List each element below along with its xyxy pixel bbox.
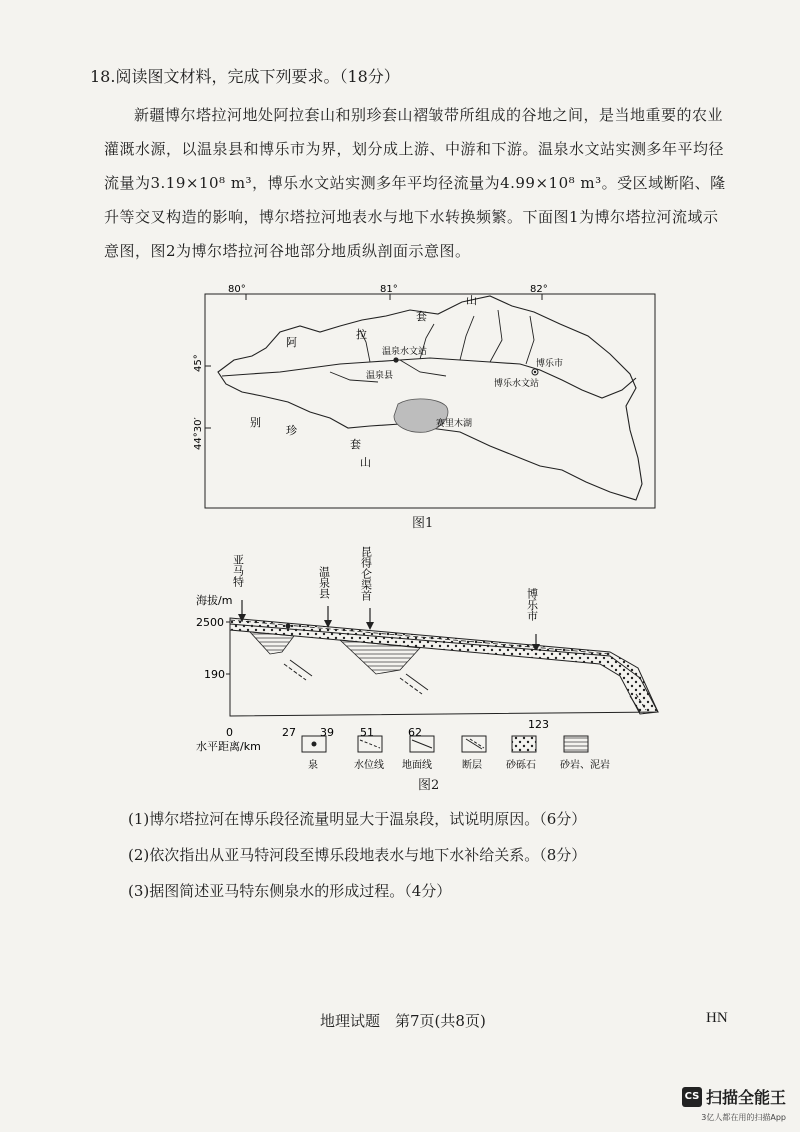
lon-82: 82° — [530, 284, 548, 295]
legend-spring: 泉 — [308, 760, 318, 771]
place-yamate: 亚马特 — [231, 554, 245, 587]
x-tick-51: 51 — [360, 726, 374, 739]
legend-ground-line: 地面线 — [402, 760, 432, 771]
y-tick-2500: 2500 — [196, 616, 224, 629]
question-title: 18.阅读图文材料，完成下列要求。（18分） — [90, 67, 400, 86]
place-bole: 博乐市 — [525, 588, 539, 621]
page-footer: 地理试题 第7页(共8页) — [320, 1012, 486, 1030]
legend-sandstone: 砂岩、泥岩 — [560, 760, 610, 771]
x-tick-27: 27 — [282, 726, 296, 739]
x-axis-label: 水平距离/km — [196, 740, 261, 753]
sub-question-3: (3)据图简述亚马特东侧泉水的形成过程。（4分） — [128, 882, 452, 900]
figure2-caption: 图2 — [418, 778, 440, 793]
lon-80: 80° — [228, 284, 246, 295]
scanner-watermark — [682, 1085, 786, 1123]
figure1-map — [190, 280, 660, 540]
x-tick-0: 0 — [226, 726, 233, 739]
paragraph-text: 新疆博尔塔拉河地处阿拉套山和别珍套山褶皱带所组成的谷地之间，是当地重要的农业灌溉水源，以温泉县和博乐市为界，划分成上游、中游和下游。温泉水文站实测多年平均径流量为3.19×10⁸ m³，博乐水文站实测多年平均径流量为4.99×10⁸ m³。受区域断陷、隆升等交叉构造的影响，博尔塔拉河地表水与地下水转换频繁。下面图1为博尔塔拉河流域示意图，图2为博尔塔拉河谷地部分地质纵剖面示意图。 — [104, 106, 726, 260]
scanner-logo-icon: CS — [682, 1087, 702, 1107]
label-bie-3: 套 — [350, 438, 361, 451]
paper-code: HN — [706, 1010, 728, 1026]
wenquan-station-marker — [393, 357, 398, 362]
label-wenquan-county: 温泉县 — [366, 371, 394, 381]
legend-gravel: 砂砾石 — [506, 760, 536, 771]
label-bie-2: 珍 — [286, 424, 297, 437]
legend — [302, 736, 610, 771]
label-ala-3: 套 — [416, 310, 427, 323]
x-tick-39: 39 — [320, 726, 334, 739]
sub-question-2: (2)依次指出从亚马特河段至博乐段地表水与地下水补给关系。（8分） — [128, 846, 587, 864]
label-bie-4: 山 — [360, 456, 371, 469]
tributary — [526, 316, 534, 364]
label-lake: 赛里木湖 — [436, 419, 473, 429]
tributary — [400, 360, 446, 376]
tributary — [490, 310, 502, 362]
figure1-caption: 图1 — [412, 516, 434, 531]
lat-45: 45° — [193, 354, 204, 372]
label-bole-station: 博乐水文站 — [494, 379, 540, 389]
place-wenquan: 温泉县 — [317, 566, 331, 599]
label-wenquan-station: 温泉水文站 — [382, 347, 428, 357]
tributary — [460, 316, 474, 360]
label-ala-1: 阿 — [286, 336, 297, 349]
place-kundelun: 昆得仑渠首 — [359, 546, 373, 601]
label-bie-1: 别 — [250, 416, 261, 429]
legend-fault: 断层 — [462, 760, 482, 771]
main-river — [222, 358, 636, 398]
scanner-slogan: 3亿人都在用的扫描App — [701, 1113, 786, 1122]
y-tick-190: 190 — [204, 668, 225, 681]
y-axis-label: 海拔/m — [196, 594, 233, 607]
basin-outline — [218, 296, 642, 500]
spring-marker — [286, 624, 291, 629]
label-ala-4: 山 — [466, 294, 477, 307]
figure2-profile — [190, 540, 670, 800]
legend-water-line: 水位线 — [354, 760, 384, 771]
x-tick-62: 62 — [408, 726, 422, 739]
label-bole-city: 博乐市 — [536, 359, 564, 369]
question-paragraph — [104, 98, 734, 268]
label-ala-2: 拉 — [356, 328, 367, 341]
lon-81: 81° — [380, 284, 398, 295]
sub-question-1: (1)博尔塔拉河在博乐段径流量明显大于温泉段，试说明原因。（6分） — [128, 810, 587, 828]
scanner-name: 扫描全能王 — [705, 1088, 786, 1107]
lat-44-30: 44°30′ — [193, 417, 204, 450]
x-tick-123: 123 — [528, 718, 549, 731]
